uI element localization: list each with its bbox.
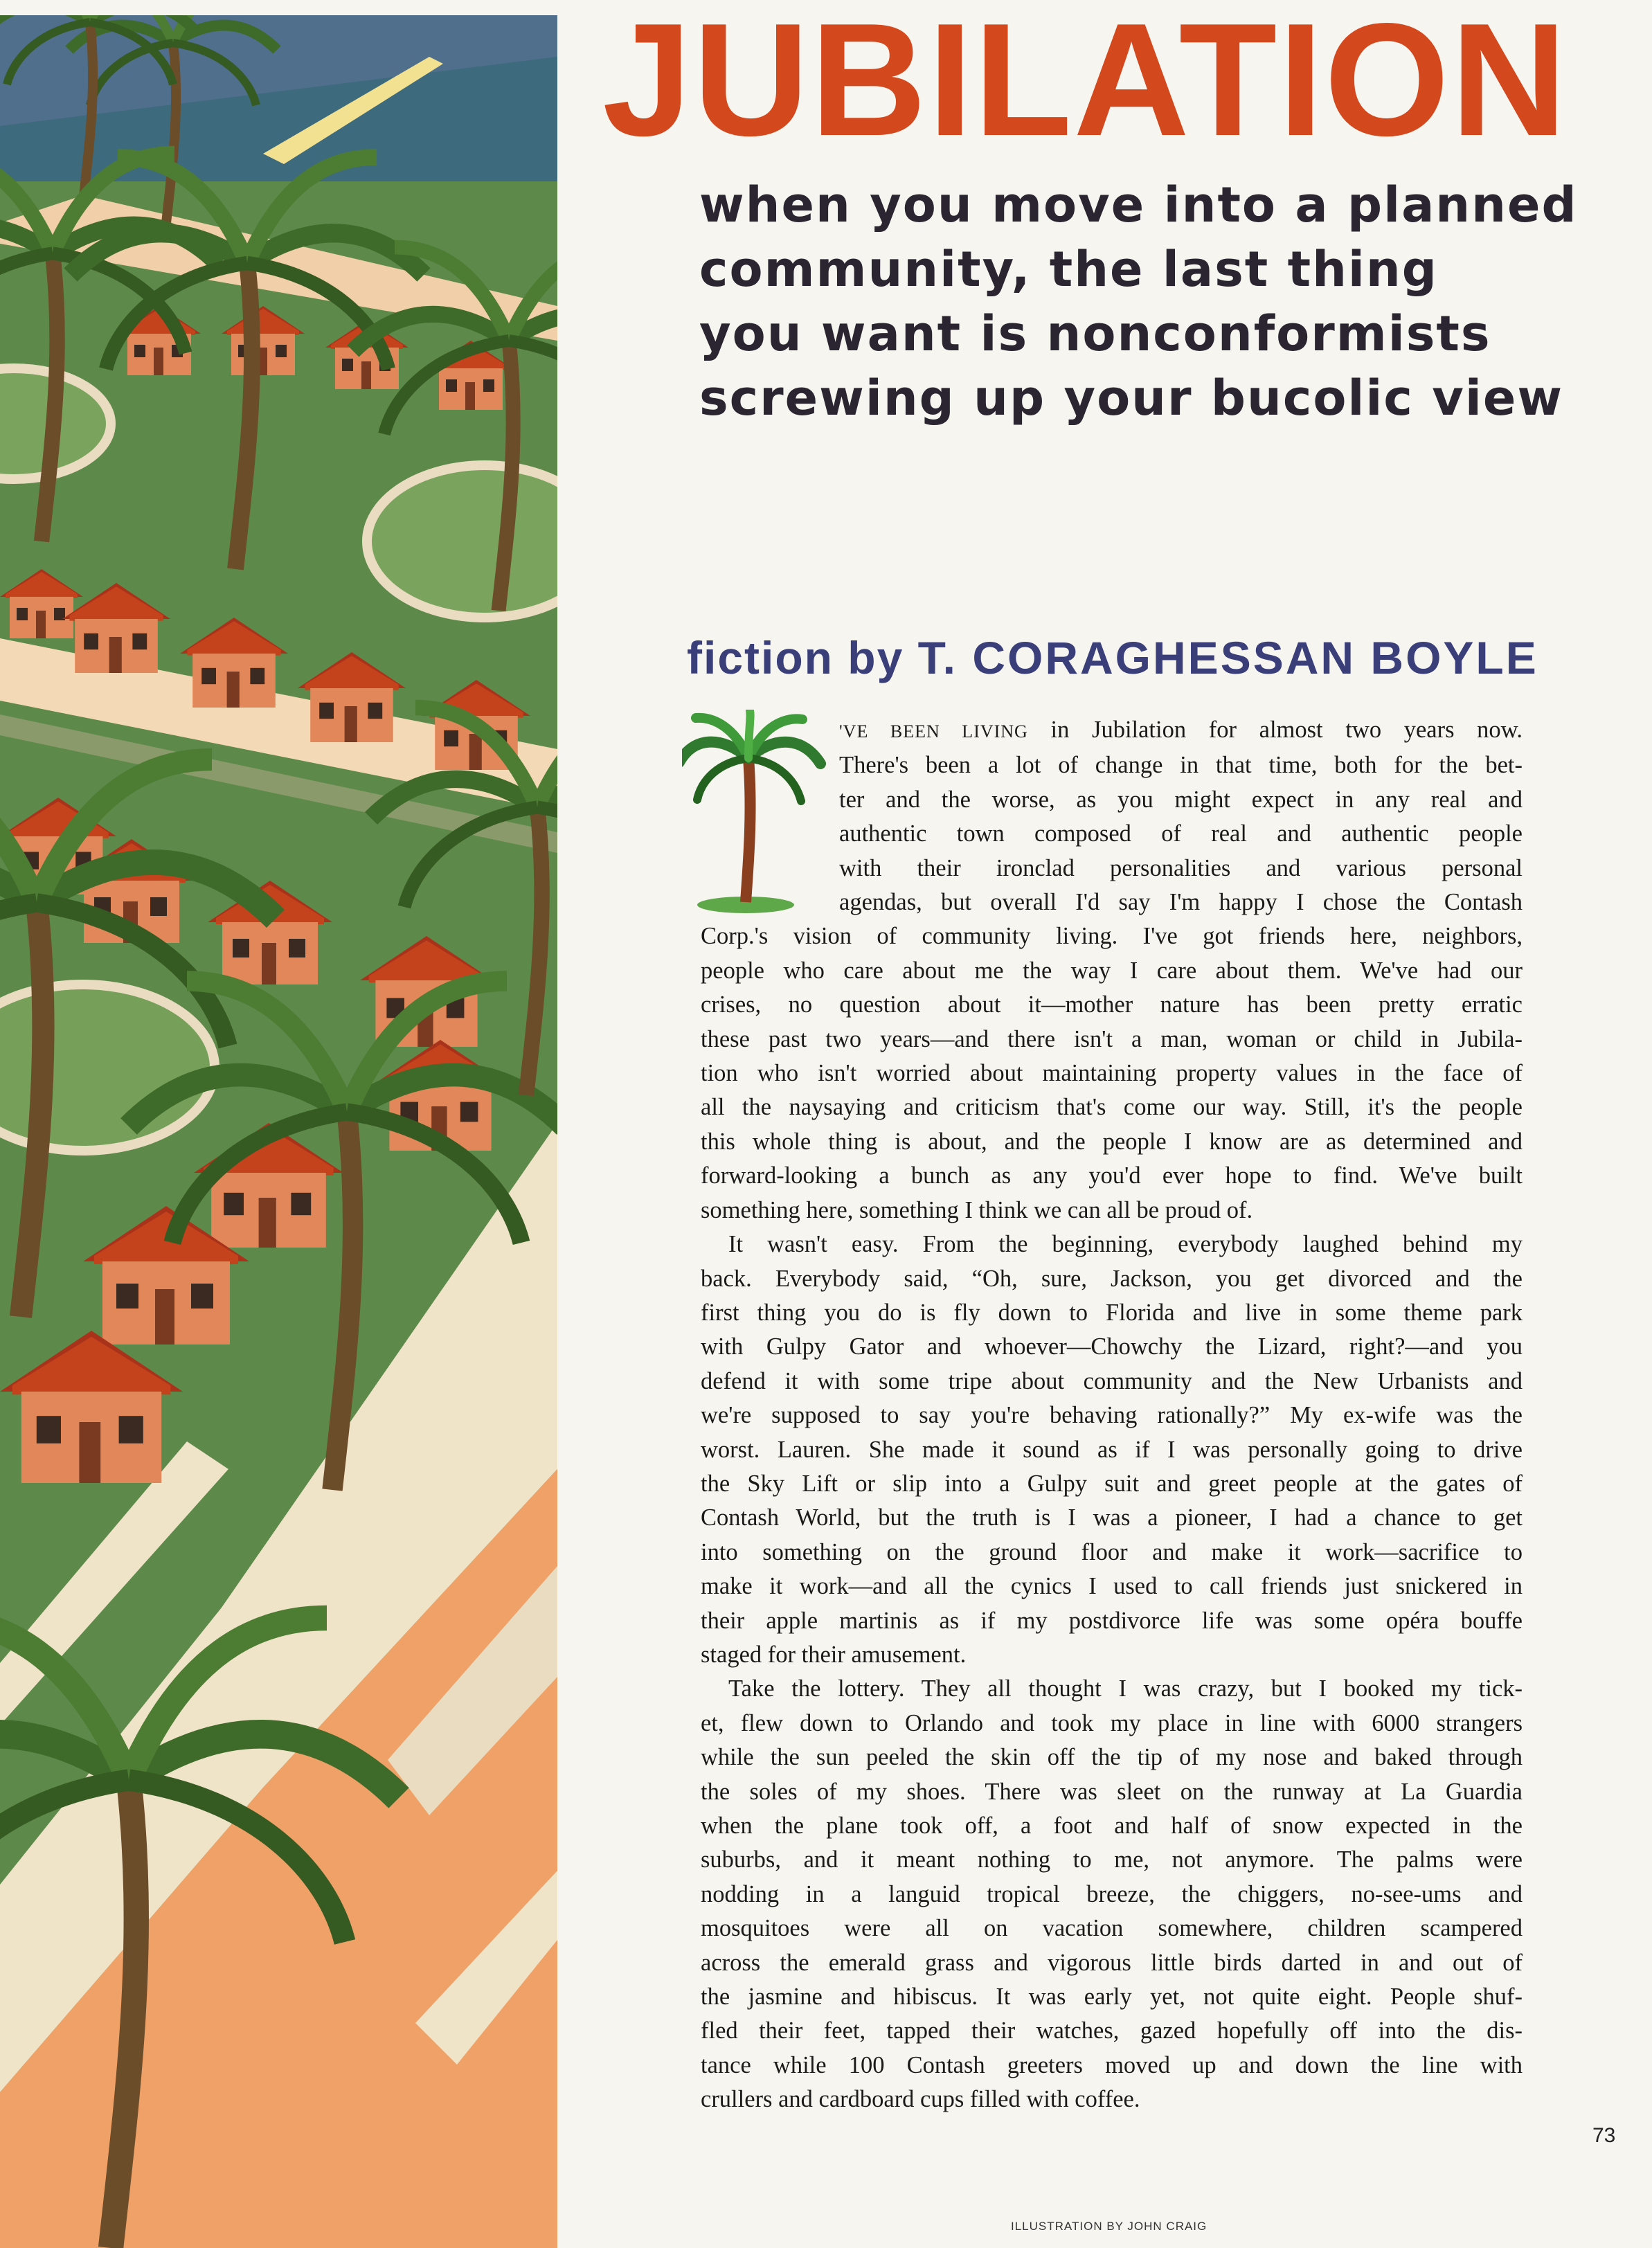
- text-line: with Gulpy Gator and whoever—Chowchy the Lizard, right?—and you: [701, 1333, 1523, 1360]
- text-line: something here, something I think we can all be proud of.: [701, 1196, 1253, 1223]
- text-line: nodding in a languid tropical breeze, the chiggers, no-see-ums and: [701, 1880, 1523, 1907]
- text-line: tance while 100 Contash greeters moved up and down the line with: [701, 2051, 1523, 2078]
- text-line: worst. Lauren. She made it sound as if I was personally going to drive: [701, 1436, 1523, 1463]
- community-illustration: [0, 15, 557, 2248]
- text-line: defend it with some tripe about community and the New Urbanists and: [701, 1367, 1523, 1394]
- byline-author: T. CORAGHESSAN BOYLE: [917, 632, 1538, 683]
- text-line: authentic town composed of real and authentic people: [839, 820, 1523, 847]
- text-line: crises, no question about it—mother nature has been pretty erratic: [701, 991, 1523, 1018]
- text-line: into something on the ground floor and make it work—sacrifice to: [701, 1538, 1523, 1565]
- text-line: forward-looking a bunch as any you'd ever hope to find. We've built: [701, 1162, 1523, 1189]
- text-line: the Sky Lift or slip into a Gulpy suit and greet people at the gates of: [701, 1470, 1523, 1497]
- article-title: JUBILATION: [602, 0, 1568, 170]
- paragraph-1: [701, 713, 1523, 1228]
- text-line: all the naysaying and criticism that's come our way. Still, it's the people: [701, 1094, 1523, 1121]
- subtitle-line: you want is nonconformists: [699, 305, 1491, 362]
- page-number: 73: [1592, 2124, 1616, 2147]
- text-line: crullers and cardboard cups filled with coffee.: [701, 2086, 1140, 2113]
- illustration-art: [0, 15, 557, 2248]
- text-line: back. Everybody said, “Oh, sure, Jackson, you get divorced and the: [701, 1265, 1523, 1292]
- opening-smallcaps: 'VE BEEN LIVING: [839, 721, 1028, 741]
- text-line: this whole thing is about, and the people I know are as determined and: [701, 1128, 1523, 1155]
- byline: [687, 630, 1538, 685]
- text-line: agendas, but overall I'd say I'm happy I chose the Contash: [839, 889, 1523, 916]
- text-line: make it work—and all the cynics I used to call friends just snickered in: [701, 1573, 1523, 1600]
- text-line: mosquitoes were all on vacation somewhere, children scampered: [701, 1915, 1523, 1942]
- text-line: There's been a lot of change in that time, both for the bet-: [839, 752, 1523, 779]
- paragraph-2: [701, 1228, 1523, 1672]
- text-line: suburbs, and it meant nothing to me, not anymore. The palms were: [701, 1846, 1523, 1873]
- subtitle-line: community, the last thing: [699, 241, 1438, 298]
- text-line: when the plane took off, a foot and half of snow expected in the: [701, 1813, 1523, 1839]
- article-subtitle: [699, 173, 1578, 431]
- text-line: with their ironclad personalities and various personal: [839, 854, 1523, 881]
- text-line: their apple martinis as if my postdivorce life was some opéra bouffe: [701, 1607, 1523, 1634]
- illustration-credit: ILLUSTRATION BY JOHN CRAIG: [1011, 2220, 1207, 2233]
- text-line: et, flew down to Orlando and took my place in line with 6000 strangers: [701, 1709, 1523, 1736]
- text-line: Corp.'s vision of community living. I've got friends here, neighbors,: [701, 923, 1523, 950]
- text-line: these past two years—and there isn't a man, woman or child in Jubila-: [701, 1025, 1523, 1052]
- text-line: the jasmine and hibiscus. It was early yet, not quite eight. People shuf-: [701, 1984, 1523, 2011]
- text-line: we're supposed to say you're behaving rationally?” My ex-wife was the: [701, 1402, 1523, 1429]
- subtitle-line: when you move into a planned: [699, 177, 1578, 233]
- text-line: staged for their amusement.: [701, 1641, 967, 1668]
- text-line: Contash World, but the truth is I was a pioneer, I had a chance to get: [701, 1504, 1523, 1531]
- text-line: It wasn't easy. From the beginning, everybody laughed behind my: [728, 1231, 1523, 1258]
- paragraph-3: [701, 1672, 1523, 2116]
- byline-prefix: fiction by: [687, 632, 904, 683]
- text-line: across the emerald grass and vigorous little birds darted in and out of: [701, 1949, 1523, 1976]
- text-line: ter and the worse, as you might expect in any real and: [839, 786, 1523, 813]
- text-line: fled their feet, tapped their watches, gazed hopefully off into the dis-: [701, 2017, 1523, 2044]
- subtitle-line: screwing up your bucolic view: [699, 370, 1564, 426]
- article-body: [701, 713, 1523, 2117]
- text-line: first thing you do is fly down to Florida and live in some theme park: [701, 1299, 1523, 1326]
- text-line: while the sun peeled the skin off the tip of my nose and baked through: [701, 1744, 1523, 1771]
- text-line: the soles of my shoes. There was sleet on the runway at La Guardia: [701, 1778, 1523, 1805]
- text-line: 'VE BEEN LIVING in Jubilation for almost two years now.: [839, 717, 1523, 743]
- text-line: tion who isn't worried about maintaining property values in the face of: [701, 1060, 1523, 1087]
- text-line: Take the lottery. They all thought I was crazy, but I booked my tick-: [728, 1675, 1523, 1702]
- text-line: people who care about me the way I care about them. We've had our: [701, 957, 1523, 984]
